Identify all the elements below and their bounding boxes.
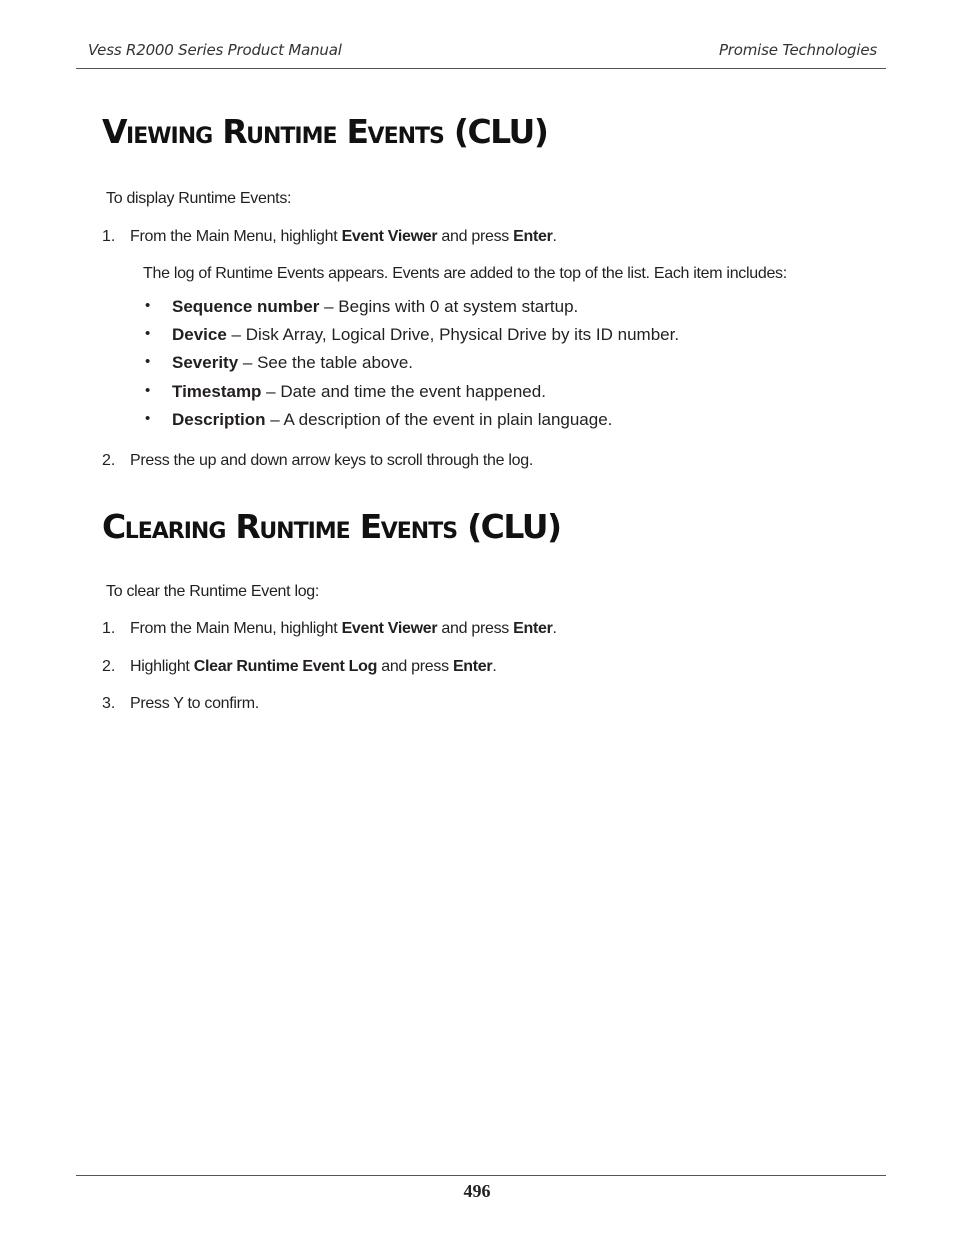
section-title-viewing-runtime-events: VIEWING RUNTIME EVENTS (CLU) (102, 112, 548, 151)
bullet-icon: • (145, 410, 151, 427)
list-item: Sequence number – Begins with 0 at system startup. (172, 297, 579, 316)
section1-step1-number: 1. (102, 228, 116, 245)
section1-step1-text: From the Main Menu, highlight Event Viewer and press Enter. (130, 228, 557, 245)
page-header (76, 38, 886, 69)
section1-step1-note: The log of Runtime Events appears. Events are added to the top of the list. Each item includes: (143, 265, 787, 282)
section2-step1-number: 1. (102, 620, 116, 637)
bullet-icon: • (145, 325, 151, 342)
header-company: Promise Technologies (718, 41, 877, 59)
list-item: Description – A description of the event in plain language. (172, 410, 613, 429)
list-item: Severity – See the table above. (172, 353, 414, 372)
list-item: Device – Disk Array, Logical Drive, Physical Drive by its ID number. (172, 325, 680, 344)
section2-step3-text: Press Y to confirm. (130, 695, 259, 712)
section1-step2-text: Press the up and down arrow keys to scroll through the log. (130, 452, 533, 469)
bullet-icon: • (145, 297, 151, 314)
section-title-clearing-runtime-events: CLEARING RUNTIME EVENTS (CLU) (102, 507, 561, 546)
footer-divider (76, 1175, 886, 1176)
section1-step2-number: 2. (102, 452, 116, 469)
bullet-icon: • (145, 382, 151, 399)
page-number: 496 (463, 1181, 491, 1201)
section2-step2-number: 2. (102, 658, 116, 675)
section2-step3-number: 3. (102, 695, 116, 712)
bullet-icon: • (145, 353, 151, 370)
list-item: Timestamp – Date and time the event happened. (172, 382, 546, 401)
section2-step2-text: Highlight Clear Runtime Event Log and press Enter. (130, 658, 497, 675)
section2-step1-text: From the Main Menu, highlight Event Viewer and press Enter. (130, 620, 557, 637)
section2-intro: To clear the Runtime Event log: (106, 583, 320, 600)
header-manual-title: Vess R2000 Series Product Manual (88, 41, 342, 59)
section1-intro: To display Runtime Events: (106, 190, 292, 207)
